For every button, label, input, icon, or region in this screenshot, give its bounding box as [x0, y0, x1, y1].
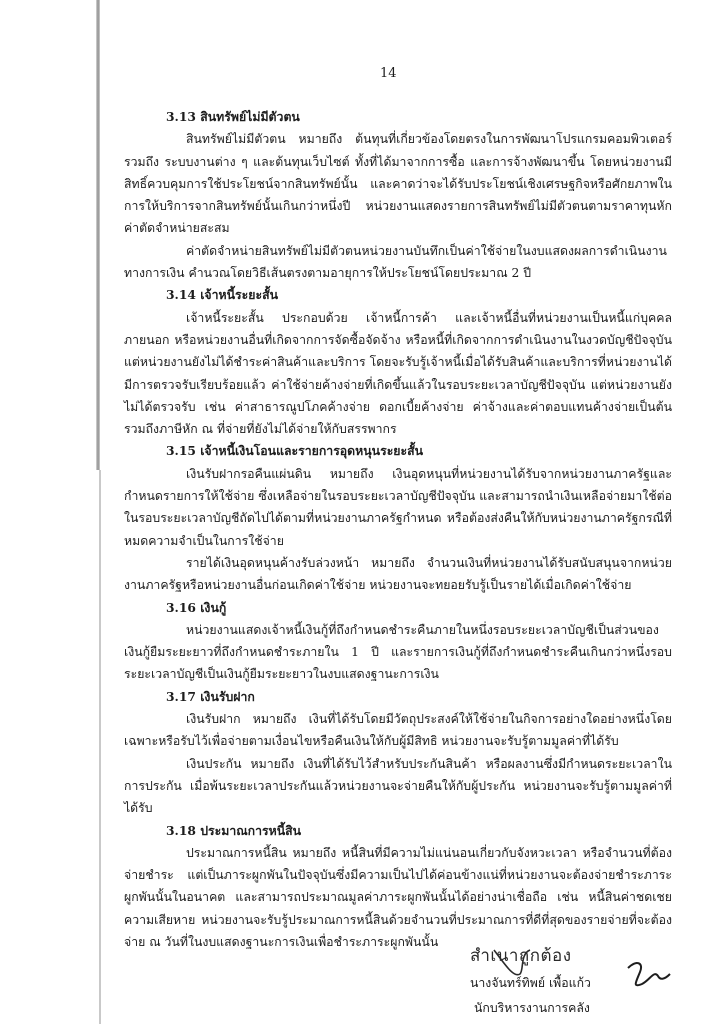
paragraph: เงินประกัน หมายถึง เงินที่ได้รับไว้สำหรับประกันสินค้า หรือผลงานซึ่งมีกำหนดระยะเวลาในการประกัน เมื่อพ้นระยะเวลาประกันแล้วหน่วยงานจะจ่ายคืนให้กับผู้ประกัน หน่วยงานจะรับรู้ตามมูลค่าที่ได้รับ — [124, 756, 672, 816]
section-heading: 3.17 เงินรับฝาก — [166, 688, 255, 704]
section-heading: 3.14 เจ้าหนี้ระยะสั้น — [166, 287, 278, 303]
certification-stamp: สำเนาถูกต้อง — [470, 946, 572, 966]
signer-title: นักบริหารงานการคลัง — [474, 1001, 590, 1015]
paragraph: หน่วยงานแสดงเจ้าหนี้เงินกู้ที่ถึงกำหนดชำระคืนภายในหนึ่งรอบระยะเวลาบัญชีเป็นส่วนของเงินกู้ยืมระยะยาวที่ถึงกำหนดชำระภายใน 1 ปี และรายการเงินกู้ที่ถึงกำหนดชำระคืนเกินกว่าหนึ่งรอบระยะเวลาบัญชีเป็นเงินกู้ยืมระยะยาวในงบแสดงฐานะการเงิน — [124, 622, 672, 682]
section-heading: 3.16 เงินกู้ — [166, 599, 227, 615]
paragraph: เงินรับฝาก หมายถึง เงินที่ได้รับโดยมีวัตถุประสงค์ให้ใช้จ่ายในกิจการอย่างใดอย่างหนึ่งโดยเฉพาะหรือรับไว้เพื่อจ่ายตามเงื่อนไขหรือคืนเงินให้กับผู้มีสิทธิ หน่วยงานจะรับรู้ตามมูลค่าที่ได้รับ — [124, 712, 672, 749]
binding-edge-lower — [99, 470, 101, 1024]
section-heading: 3.13 สินทรัพย์ไม่มีตัวตน — [166, 109, 300, 124]
paragraph: เจ้าหนี้ระยะสั้น ประกอบด้วย เจ้าหนี้การค้า และเจ้าหนี้อื่นที่หน่วยงานเป็นหนี้แก่บุคคลภายนอก หรือหน่วยงานอื่นที่เกิดจากการจัดซื้อจัดจ้าง หรือหนี้ที่เกิดจากการดำเนินงานในงวดบัญชีปัจจุบัน แต่หน่วยงานยังไม่ได้ชำระค่าสินค้าและบริการ โดยจะรับรู้เจ้าหนี้เมื่อได้รับสินค้าและบริการที่หน่วยงานได้มีการตรวจรับเรียบร้อยแล้ว ค่าใช้จ่ายค้างจ่ายที่เกิดขึ้นแล้วในรอบระยะเวลาบัญชีปัจจุบัน แต่หน่วยงานยังไม่ได้ตรวจรับ เช่น ค่าสาธารณูปโภคค้างจ่าย ดอกเบี้ยค้างจ่าย ค่าจ้างและค่าตอบแทนค้างจ่ายเป็นต้น รวมถึงภาษีหัก ณ ที่จ่ายที่ยังไม่ได้จ่ายให้กับสรรพากร — [124, 310, 672, 437]
document-body — [124, 106, 672, 953]
paragraph: ประมาณการหนี้สิน หมายถึง หนี้สินที่มีความไม่แน่นอนเกี่ยวกับจังหวะเวลา หรือจำนวนที่ต้องจ่ายชำระ แต่เป็นภาระผูกพันในปัจจุบันซึ่งมีความเป็นไปได้ค่อนข้างแน่ที่หน่วยงานจะต้องจ่ายชำระภาระผูกพันนั้นในอนาคต และสามารถประมาณมูลค่าภาระผูกพันนั้นได้อย่างน่าเชื่อถือ เช่น หนี้สินค่าชดเชยความเสียหาย หน่วยงานจะรับรู้ประมาณการหนี้สินด้วยจำนวนที่ประมาณการที่ดีที่สุดของรายจ่ายที่จะต้องจ่าย ณ วันที่ในงบแสดงฐานะการเงินเพื่อชำระภาระผูกพันนั้น — [124, 845, 672, 949]
signature-scribble — [624, 958, 674, 994]
page-number: 14 — [380, 66, 397, 81]
section-heading: 3.18 ประมาณการหนี้สิน — [166, 822, 302, 838]
paragraph: รายได้เงินอุดหนุนค้างรับล่วงหน้า หมายถึง จำนวนเงินที่หน่วยงานได้รับสนับสนุนจากหน่วยงานภาครัฐหรือหน่วยงานอื่นก่อนเกิดค่าใช้จ่าย หน่วยงานจะทยอยรับรู้เป็นรายได้เมื่อเกิดค่าใช้จ่าย — [124, 555, 672, 593]
signer-name: นางจันทร์ทิพย์ เพื้อแก้ว — [470, 976, 591, 990]
binding-edge — [96, 0, 100, 470]
paragraph: สินทรัพย์ไม่มีตัวตน หมายถึง ต้นทุนที่เกี่ยวข้องโดยตรงในการพัฒนาโปรแกรมคอมพิวเตอร์ รวมถึง ระบบงานต่าง ๆ และต้นทุนเว็บไซต์ ทั้งที่ได้มาจากการซื้อ และการจ้างพัฒนาขึ้น โดยหน่วยงานมีสิทธิ์ควบคุมการใช้ประโยชน์จากสินทรัพย์นั้น และคาดว่าจะได้รับประโยชน์เชิงเศรษฐกิจหรือศักยภาพในการให้บริการจากสินทรัพย์นั้นเกินกว่าหนึ่งปี หน่วยงานแสดงรายการสินทรัพย์ไม่มีตัวตนตามราคาทุนหักค่าตัดจำหน่ายสะสม — [124, 132, 672, 236]
section-heading: 3.15 เจ้าหนี้เงินโอนและรายการอุดหนุนระยะสั้น — [166, 443, 424, 459]
paragraph: ค่าตัดจำหน่ายสินทรัพย์ไม่มีตัวตนหน่วยงานบันทึกเป็นค่าใช้จ่ายในงบแสดงผลการดำเนินงานทางการเงิน คำนวณโดยวิธีเส้นตรงตามอายุการให้ประโยชน์โดยประมาณ 2 ปี — [124, 243, 667, 281]
paragraph: เงินรับฝากรอคืนแผ่นดิน หมายถึง เงินอุดหนุนที่หน่วยงานได้รับจากหน่วยงานภาครัฐและกำหนดรายการให้ใช้จ่าย ซึ่งเหลือจ่ายในรอบระยะเวลาบัญชีปัจจุบัน และสามารถนำเงินเหลือจ่ายมาใช้ต่อในรอบระยะเวลาบัญชีถัดไปได้ตามที่หน่วยงานภาครัฐกำหนด หรือต้องส่งคืนให้กับหน่วยงานภาครัฐกรณีที่หมดความจำเป็นในการใช้จ่าย — [124, 466, 672, 548]
